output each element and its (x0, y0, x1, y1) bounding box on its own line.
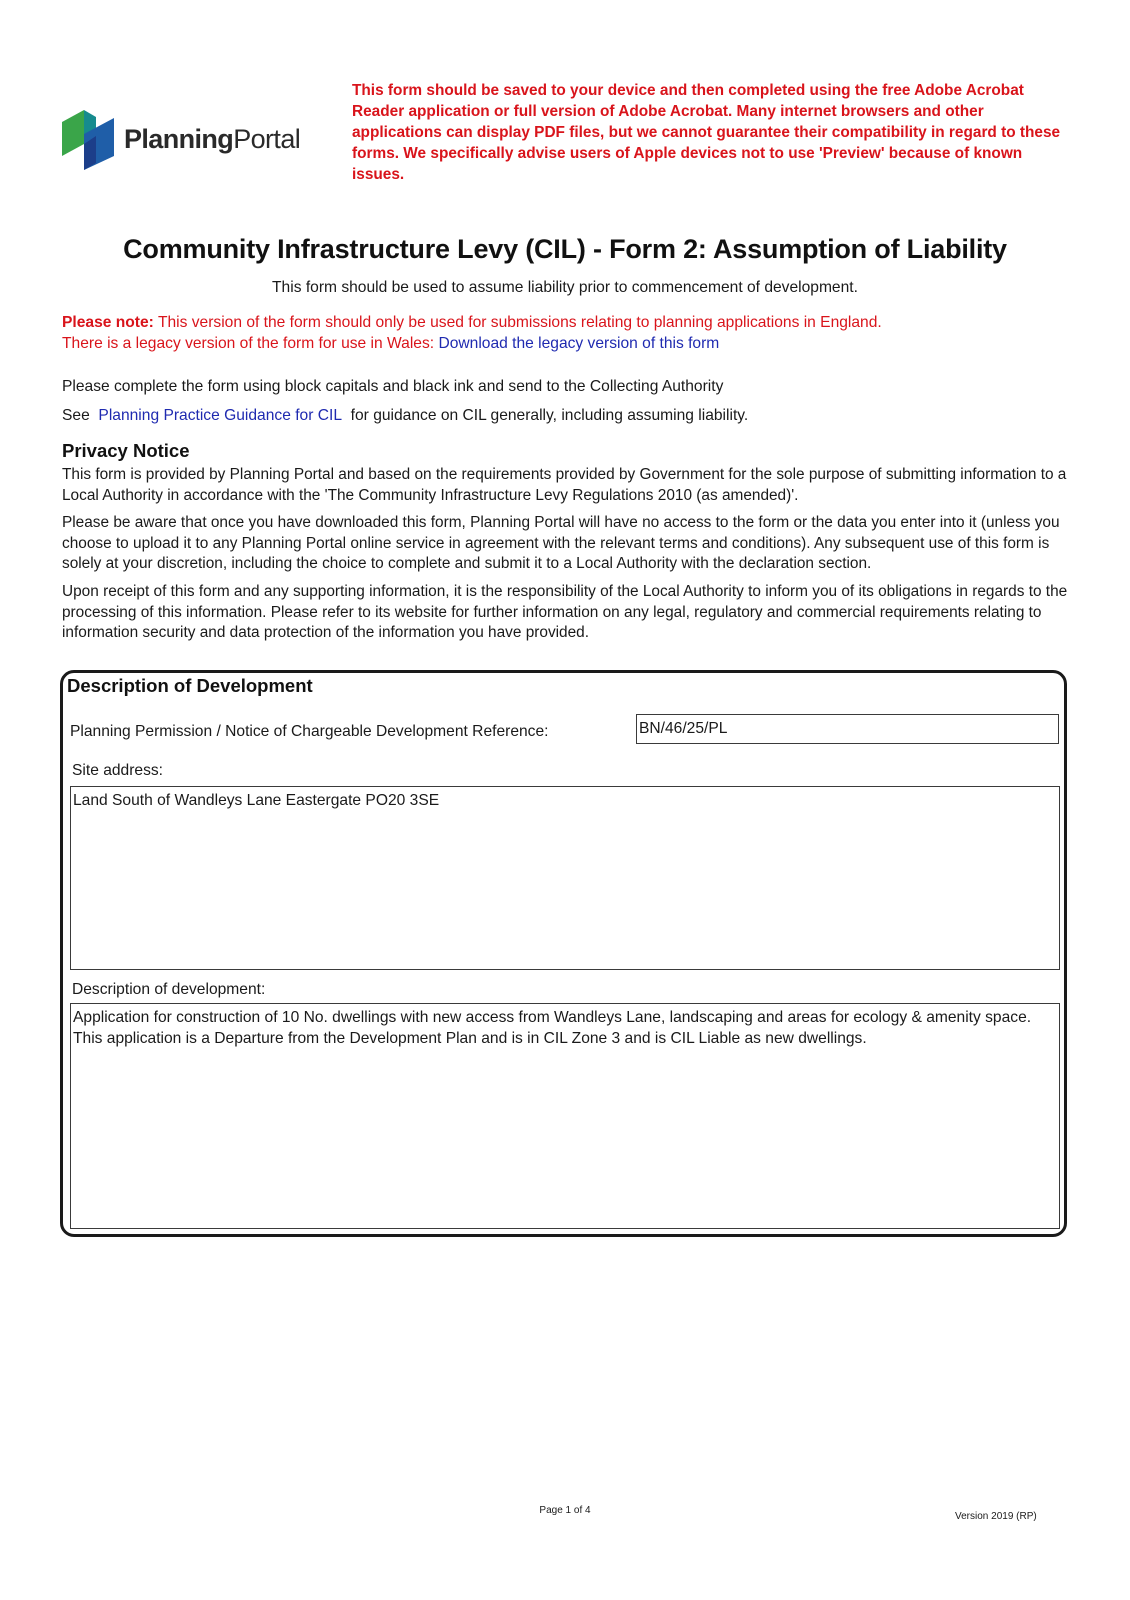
form-title: Community Infrastructure Levy (CIL) - Form 2: Assumption of Liability (123, 234, 1007, 264)
guidance-see: See (62, 407, 90, 424)
form-subtitle: This form should be used to assume liability prior to commencement of development. (272, 279, 858, 296)
privacy-heading: Privacy Notice (62, 440, 190, 461)
planning-portal-logo-icon (62, 108, 118, 170)
reference-label: Planning Permission / Notice of Chargeable Development Reference: (70, 723, 549, 740)
description-label: Description of development: (72, 981, 266, 998)
legacy-note (62, 333, 719, 354)
completion-instructions: Please complete the form using block capitals and black ink and send to the Collecting Authority (62, 378, 724, 395)
legacy-download-link[interactable]: Download the legacy version of this form (438, 335, 720, 352)
section-title: Description of Development (67, 675, 313, 696)
privacy-paragraph-1: This form is provided by Planning Portal and based on the requirements provided by Government for the sole purpose of submitting information to a Local Authority in accordance with the 'The Community Infrastructure Levy Regulations 2010 (as amended)'. (62, 466, 1067, 504)
please-note-lead: Please note: (62, 314, 154, 331)
guidance-line (62, 405, 748, 426)
guidance-after: for guidance on CIL generally, including assuming liability. (350, 407, 749, 424)
description-field[interactable]: Application for construction of 10 No. dwellings with new access from Wandleys Lane, landscaping and areas for ecology & amenity space. This application is a Departure from the Development Plan and is in CIL Zone 3 and is CIL Liable as new dwellings. (70, 1003, 1060, 1229)
privacy-paragraph-2: Please be aware that once you have downloaded this form, Planning Portal will have no access to the form or the data you enter into it (unless you choose to upload it to any Planning Portal online service in agreement with the relevant terms and conditions). Any subsequent use of this form is solely at your discretion, including the choice to complete and submit it to a Local Authority with the declaration section. (62, 514, 1060, 572)
please-note (62, 312, 882, 333)
please-note-text: This version of the form should only be used for submissions relating to planning applications in England. (157, 314, 882, 331)
privacy-paragraph-3: Upon receipt of this form and any supporting information, it is the responsibility of the Local Authority to inform you of its obligations in regards to the processing of this information. Please refer to its website for further information on any legal, regulatory and commercial requirements relating to information security and data protection of the information you have provided. (62, 583, 1068, 641)
page-number: Page 1 of 4 (539, 1505, 591, 1516)
site-address-field[interactable]: Land South of Wandleys Lane Eastergate PO20 3SE (70, 786, 1060, 970)
reference-field[interactable]: BN/46/25/PL (636, 714, 1059, 744)
acrobat-warning: This form should be saved to your device and then completed using the free Adobe Acrobat Reader application or full version of Adobe Acrobat. Many internet browsers and other applications can display PDF files, but we cannot guarantee their compatibility in regard to these forms. We specifically advise users of Apple devices not to use 'Preview' because of known issues. (352, 82, 1061, 183)
planning-portal-logo (62, 108, 302, 172)
cil-guidance-link[interactable]: Planning Practice Guidance for CIL (98, 407, 342, 424)
form-version: Version 2019 (RP) (955, 1511, 1037, 1522)
logo-wordmark: PlanningPortal (124, 124, 301, 154)
site-address-label: Site address: (72, 762, 164, 779)
legacy-note-text: There is a legacy version of the form for use in Wales: (62, 335, 435, 352)
